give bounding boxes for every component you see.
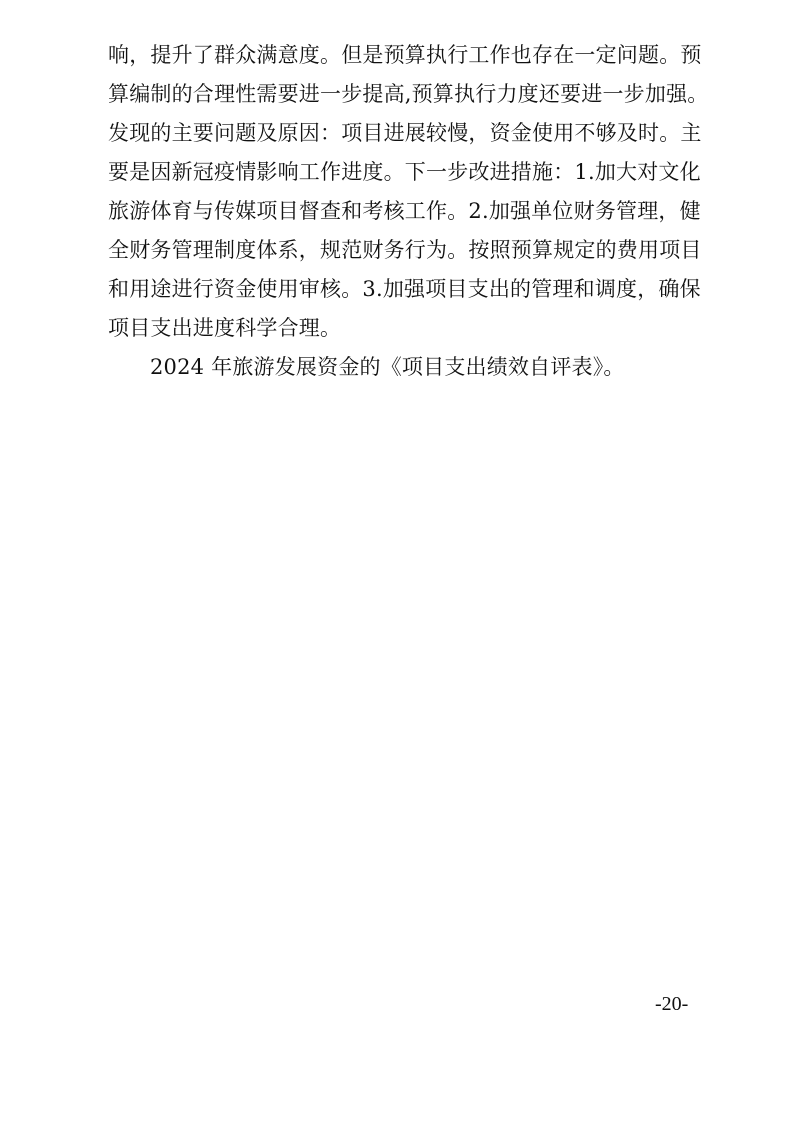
paragraph-1-line-2: 算编制的合理性需要进一步提高,预算执行力度还要进一步加强。 [108,82,709,106]
paragraph-1-line-1: 响，提升了群众满意度。但是预算执行工作也存在一定问题。预 [108,43,702,67]
page-number: -20- [655,993,689,1015]
paragraph-1-line-3: 发现的主要问题及原因：项目进展较慢，资金使用不够及时。主 [108,121,702,145]
paragraph-1-line-5: 旅游体育与传媒项目督查和考核工作。2.加强单位财务管理，健 [108,199,701,223]
paragraph-1-line-7: 和用途进行资金使用审核。3.加强项目支出的管理和调度，确保 [108,277,701,301]
paragraph-2: 2024 年旅游发展资金的《项目支出绩效自评表》。 [150,355,625,379]
paragraph-1-line-4: 要是因新冠疫情影响工作进度。下一步改进措施：1.加大对文化 [108,160,701,184]
paragraph-1-line-6: 全财务管理制度体系，规范财务行为。按照预算规定的费用项目 [108,238,702,262]
paragraph-1-line-8: 项目支出进度科学合理。 [108,316,342,340]
